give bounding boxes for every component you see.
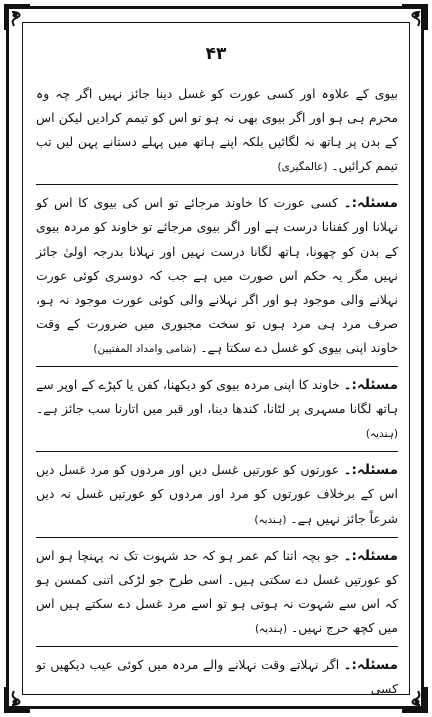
- paragraph-text: جو بچہ اتنا کم عمر ہو کہ حد شہوت تک نہ پہنچا ہو اس کو عورتیں غسل دے سکتی ہیں۔ اسی طرح جو لڑکی اتنی کمسن ہو کہ اس سے شہوت نہ ہوتی ہو تو اسے مرد غسل دے سکتے ہیں اس میں کچھ حرج نہیں۔: [36, 547, 398, 635]
- masala-label: مسئلہ:۔: [343, 462, 398, 479]
- paragraph-text: بیوی کے علاوہ اور کسی عورت کو غسل دینا جائز نہیں اگر چہ وہ محرم ہی ہو اور اگر بیوی بھی نہ ہو تو اس کو تیمم کرادیں لیکن اس کے بدن پر ہاتھ نہ لگائیں بلکہ اپنے ہاتھ میں پہلے دستانے پہن لیں تب تیمم کرائیں۔: [36, 86, 398, 174]
- masala-paragraph: [36, 458, 398, 531]
- masala-label: مسئلہ:۔: [343, 547, 398, 564]
- corner-ornament-bottom-right: [400, 685, 430, 715]
- source-reference: (ہندیہ): [254, 513, 287, 526]
- section-divider: [36, 537, 398, 538]
- masala-paragraph: [36, 373, 398, 446]
- source-reference: (ہندیہ): [254, 622, 288, 635]
- page-body: [36, 82, 398, 701]
- masala-paragraph: [36, 544, 398, 641]
- paragraph: [36, 82, 398, 179]
- masala-paragraph: [36, 191, 398, 361]
- paragraph-text: عورتوں کو عورتیں غسل دیں اور مردوں کو مرد غسل دیں اس کے برخلاف عورتوں کو مرد اور مردوں کو عورتیں غسل نہ دیں شرعاً جائز نہیں ہے۔: [36, 462, 398, 526]
- section-divider: [36, 184, 398, 185]
- masala-paragraph: [36, 653, 398, 701]
- section-divider: [36, 451, 398, 452]
- page-number: ۴۳: [205, 44, 227, 64]
- corner-ornament-top-left: [2, 2, 32, 32]
- corner-ornament-top-right: [400, 2, 430, 32]
- corner-ornament-bottom-left: [2, 685, 32, 715]
- section-divider: [36, 646, 398, 647]
- masala-label: مسئلہ:۔: [343, 377, 398, 394]
- masala-label: مسئلہ:۔: [343, 195, 398, 212]
- masala-label: مسئلہ:۔: [343, 656, 398, 673]
- section-divider: [36, 366, 398, 367]
- source-reference: (شامی وامداد المفتیین): [93, 342, 197, 355]
- paragraph-text: خاوند کا اپنی مردہ بیوی کو دیکھنا، کفن یا کپڑے کے اوپر سے ہاتھ لگانا مسہری پر لٹانا، کندھا دینا، اور قبر میں اتارنا سب جائز ہے۔: [36, 377, 398, 417]
- source-reference: (عالمگیری): [277, 161, 328, 174]
- paragraph-text: کسی عورت کا خاوند مرجائے تو اس کی بیوی کا اس کو نہلانا اور کفنانا درست ہے اور اگر بیوی مرجائے تو خاوند کو مردہ بیوی کے بدن کو چھونا، ہاتھ لگانا درست نہیں اور نہلانا بدرجہ اولیٰ جائز نہیں مگر یہ حکم اس صورت میں ہے جب کہ دوسری کوئی عورت نہلانے والی موجود ہو اور اگر نہلانے والی کوئی عورت موجود نہ ہو، صرف مرد ہی مرد ہوں تو سخت مجبوری میں ضرورت کے وقت خاوند اپنی بیوی کو غسل دے سکتا ہے۔: [36, 195, 398, 355]
- source-reference: (ہندیہ): [365, 428, 398, 441]
- paragraph-text: اگر نہلاتے وقت نہلانے والے مردہ میں کوئی عیب دیکھیں تو کسی: [36, 656, 398, 697]
